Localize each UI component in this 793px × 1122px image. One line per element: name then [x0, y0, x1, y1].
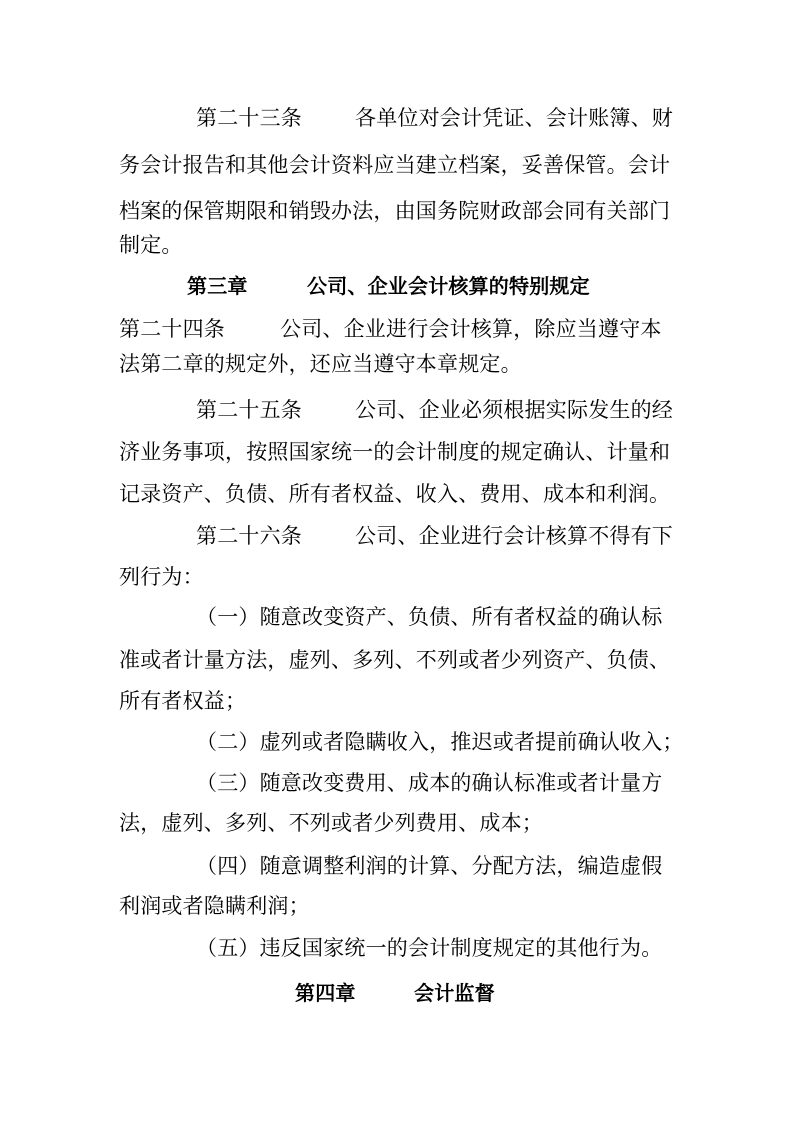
article-24-line-1	[0, 314, 793, 344]
article-26-line-2	[0, 562, 793, 592]
item-4-line-1	[0, 851, 793, 881]
chapter-4-heading	[0, 978, 793, 1008]
item-4-text-2: 利润或者隐瞒利润；	[119, 894, 310, 918]
item-2-text-1: （二）虚列或者隐瞒收入，推迟或者提前确认收入；	[196, 730, 684, 754]
chapter-4-title: 会计监督	[414, 981, 495, 1005]
item-1-line-2	[0, 645, 793, 675]
item-1-text-3: 所有者权益；	[119, 689, 247, 713]
article-23-text-4: 制定。	[119, 233, 183, 257]
article-26-line-1	[0, 521, 793, 551]
article-25-line-1	[0, 395, 793, 425]
item-5-text-1: （五）违反国家统一的会计制度规定的其他行为。	[196, 936, 663, 960]
chapter-3-label: 第三章	[187, 274, 248, 298]
article-25-text-1: 公司、企业必须根据实际发生的经	[355, 398, 673, 422]
item-3-line-2	[0, 808, 793, 838]
article-23-line-2	[0, 150, 793, 180]
article-25-text-3: 记录资产、负债、所有者权益、收入、费用、成本和利润。	[119, 482, 671, 506]
article-25-line-2	[0, 437, 793, 467]
item-1-line-1	[0, 602, 793, 632]
chapter-3-title: 公司、企业会计核算的特别规定	[307, 274, 590, 298]
item-4-line-2	[0, 891, 793, 921]
article-26-text-1: 公司、企业进行会计核算不得有下	[355, 524, 673, 548]
item-5-line-1	[0, 933, 793, 963]
item-1-text-2: 准或者计量方法，虚列、多列、不列或者少列资产、负债、	[119, 648, 671, 672]
article-23-line-4	[0, 230, 793, 260]
article-24-text-2: 法第二章的规定外，还应当遵守本章规定。	[119, 352, 522, 376]
article-25-line-3	[0, 479, 793, 509]
article-23-line-3	[0, 196, 793, 226]
item-1-text-1: （一）随意改变资产、负债、所有者权益的确认标	[196, 605, 663, 629]
chapter-4-label: 第四章	[295, 981, 356, 1005]
item-2-line-1	[0, 727, 793, 757]
article-23-text-1: 各单位对会计凭证、会计账簿、财	[355, 106, 673, 130]
article-26-text-2: 列行为：	[119, 565, 204, 589]
article-24-label: 第二十四条	[119, 317, 225, 341]
article-23-label: 第二十三条	[196, 106, 302, 130]
article-24-text-1: 公司、企业进行会计核算，除应当遵守本	[280, 317, 662, 341]
item-1-line-3	[0, 686, 793, 716]
item-3-line-1	[0, 768, 793, 798]
article-25-text-2: 济业务事项，按照国家统一的会计制度的规定确认、计量和	[119, 440, 671, 464]
article-26-label: 第二十六条	[196, 524, 302, 548]
item-4-text-1: （四）随意调整利润的计算、分配方法，编造虚假	[196, 854, 663, 878]
item-3-text-1: （三）随意改变费用、成本的确认标准或者计量方	[196, 771, 663, 795]
article-23-line-1	[0, 103, 793, 133]
article-23-text-2: 务会计报告和其他会计资料应当建立档案，妥善保管。会计	[119, 153, 671, 177]
article-25-label: 第二十五条	[196, 398, 302, 422]
chapter-3-heading	[0, 271, 793, 301]
item-3-text-2: 法，虚列、多列、不列或者少列费用、成本；	[119, 811, 543, 835]
article-23-text-3: 档案的保管期限和销毁办法，由国务院财政部会同有关部门	[119, 199, 671, 223]
article-24-line-2	[0, 349, 793, 379]
